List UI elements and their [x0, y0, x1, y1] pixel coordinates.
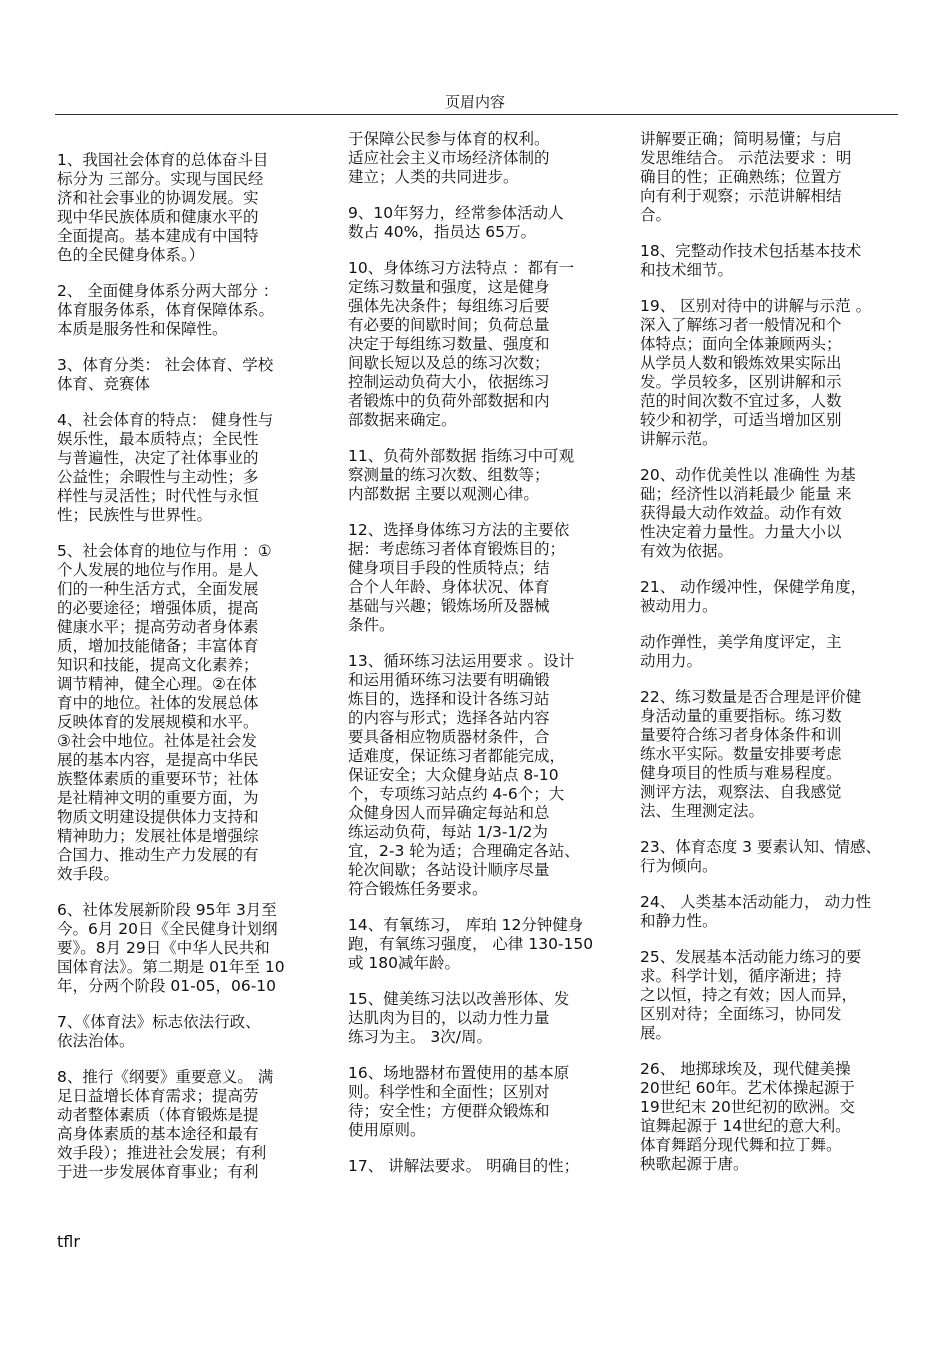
paragraph: 21、 动作缓冲性，保健学角度， 被动用力。 — [640, 578, 867, 615]
paragraph: 26、 地掷球埃及，现代健美操 20世纪 60年。艺术体操起源于 19世纪末 20世纪初的欧洲。交 谊舞起源于 14世纪的意大利。 体育舞蹈分现代舞和拉丁舞。 秧歌起源于唐。 — [640, 1060, 855, 1173]
paragraph: 20、动作优美性以 准确性 为基 础；经济性以消耗最少 能量 来 获得最大动作效益。动作有效 性决定着力量性。力量大小以 有效为依据。 — [640, 466, 856, 560]
paragraph: 讲解要正确；简明易懂；与启 发思维结合。 示范法要求 ：明 确目的性；正确熟练；位置方 向有利于观察；示范讲解相结 合。 — [640, 130, 852, 224]
paragraph: 1、我国社会体育的总体奋斗目 标分为 三部分。实现与国民经 济和社会事业的协调发展。实 现中华民族体质和健康水平的 全面提高。基本建成有中国特 色的全民健身体系。） — [57, 151, 269, 264]
paragraph: 19、 区别对待中的讲解与示范 。 深入了解练习者一般情况和个 体特点；面向全体兼顾两头； 从学员人数和锻炼效果实际出 发。学员较多，区别讲解和示 范的时间次数不宜过多，人数 较少和初学，可适当增加区别 讲解示范。 — [640, 297, 872, 448]
paragraph: 动作弹性，美学角度评定，主 动用力。 — [640, 633, 842, 670]
header-divider — [55, 114, 898, 115]
paragraph: 13、循环练习法运用要求 。设计 和运用循环练习法要有明确锻 炼目的，选择和设计各练习站 的内容与形式；选择各站内容 要具备相应物质器材条件，合 适难度，保证练习者都能完成， 保证安全；大众健身站点 8-10 个，专项练习站点约 4-6个；大 众健身因人而异确定每站和总 练运动负荷，每站 1/3-1/2为 宜，2-3 轮为适；合理确定各站、 轮次间歇；各站设计顺序尽量 符合锻炼任务要求。 — [348, 652, 580, 898]
paragraph: 23、体育态度 3 要素认知、情感、 行为倾向。 — [640, 838, 881, 875]
paragraph: 10、身体练习方法特点 ：都有一 定练习数量和强度，这是健身 强体先决条件；每组练习后要 有必要的间歇时间；负荷总量 决定于每组练习数量、强度和 间歇长短以及总的练习次数； 控制运动负荷大小，依据练习 者锻炼中的负荷外部数据和内 部数据来确定。 — [348, 259, 575, 429]
page-header-title: 页眉内容 — [444, 93, 505, 111]
paragraph: 于保障公民参与体育的权利。 适应社会主义市场经济体制的 建立；人类的共同进步。 — [348, 130, 550, 186]
paragraph: 17、 讲解法要求。 明确目的性； — [348, 1157, 580, 1175]
paragraph: 14、有氧练习， 库珀 12分钟健身 跑，有氧练习强度， 心律 130-150 或 180减年龄。 — [348, 916, 594, 972]
paragraph: 8、推行《纲要》重要意义。 满 足日益增长体育需求；提高劳 动者整体素质（体育锻炼是提 高身体素质的基本途径和最有 效手段）；推进社会发展；有利 于进一步发展体育事业；有利 — [57, 1068, 274, 1181]
paragraph: 15、健美练习法以改善形体、发 达肌肉为目的，以动力性力量 练习为主。 3次/周。 — [348, 990, 570, 1046]
paragraph: 7、《体育法》标志依法行政、 依法治体。 — [57, 1013, 261, 1050]
paragraph: 11、负荷外部数据 指练习中可观 察测量的练习次数、组数等； 内部数据 主要以观测心律。 — [348, 447, 575, 503]
text-column-right — [640, 130, 902, 1191]
paragraph: 2、 全面健身体系分两大部分 ： 体育服务体系，体育保障体系。 本质是服务性和保障性。 — [57, 282, 279, 338]
paragraph: 25、发展基本活动能力练习的要 求。科学计划，循序渐进；持 之以恒，持之有效；因人而异， 区别对待；全面练习，协同发 展。 — [640, 948, 862, 1042]
paragraph: 3、体育分类： 社会体育、学校 体育、竞赛体 — [57, 356, 274, 393]
paragraph: 16、场地器材布置使用的基本原 则。科学性和全面性；区别对 待；安全性；方便群众锻炼和 使用原则。 — [348, 1064, 570, 1139]
text-column-middle — [348, 130, 610, 1193]
paragraph: 4、社会体育的特点： 健身性与 娱乐性，最本质特点；全民性 与普遍性，决定了社体事业的 公益性；余暇性与主动性；多 样性与灵活性；时代性与永恒 性；民族性与世界性。 — [57, 411, 274, 524]
paragraph: 6、社体发展新阶段 95年 3月至 今。6月 20日《全民健身计划纲 要》。8月 29日《中华人民共和 国体育法》。第二期是 01年至 10 年，分两个阶段 01-05，06-10 — [57, 901, 285, 995]
paragraph: 22、练习数量是否合理是评价健 身活动量的重要指标。练习数 量要符合练习者身体条件和训 练水平实际。数量安排要考虑 健身项目的性质与难易程度。 测评方法，观察法、自我感觉 法、生理测定法。 — [640, 688, 862, 820]
paragraph: 18、完整动作技术包括基本技术 和技术细节。 — [640, 242, 862, 279]
text-column-left — [57, 151, 319, 1199]
page-footer-text: tflr — [57, 1232, 80, 1251]
paragraph: 5、社会体育的地位与作用 ：① 个人发展的地位与作用。是人 们的一种生活方式，全面发展 的必要途径；增强体质，提高 健康水平；提高劳动者身体素 质，增加技能储备；丰富体育 知识和技能，提高文化素养； 调节精神，健全心理。②在体 育中的地位。社体的发展总体 反映体育的发展规模和水平。 ③社会中地位。社体是社会发 展的基本内容，是提高中华民 族整体素质的重要环节；社体 是社精神文明的重要方面，为 物质文明建设提供体力支持和 精神助力；发展社体是增强综 合国力、推动生产力发展的有 效手段。 — [57, 542, 272, 883]
paragraph: 9、10年努力，经常参体活动人 数占 40%，指员达 65万。 — [348, 204, 564, 241]
paragraph: 24、 人类基本活动能力， 动力性 和静力性。 — [640, 893, 872, 930]
paragraph: 12、选择身体练习方法的主要依 据：考虑练习者体育锻炼目的； 健身项目手段的性质特点；结 合个人年龄、身体状况、体育 基础与兴趣；锻炼场所及器械 条件。 — [348, 521, 570, 634]
